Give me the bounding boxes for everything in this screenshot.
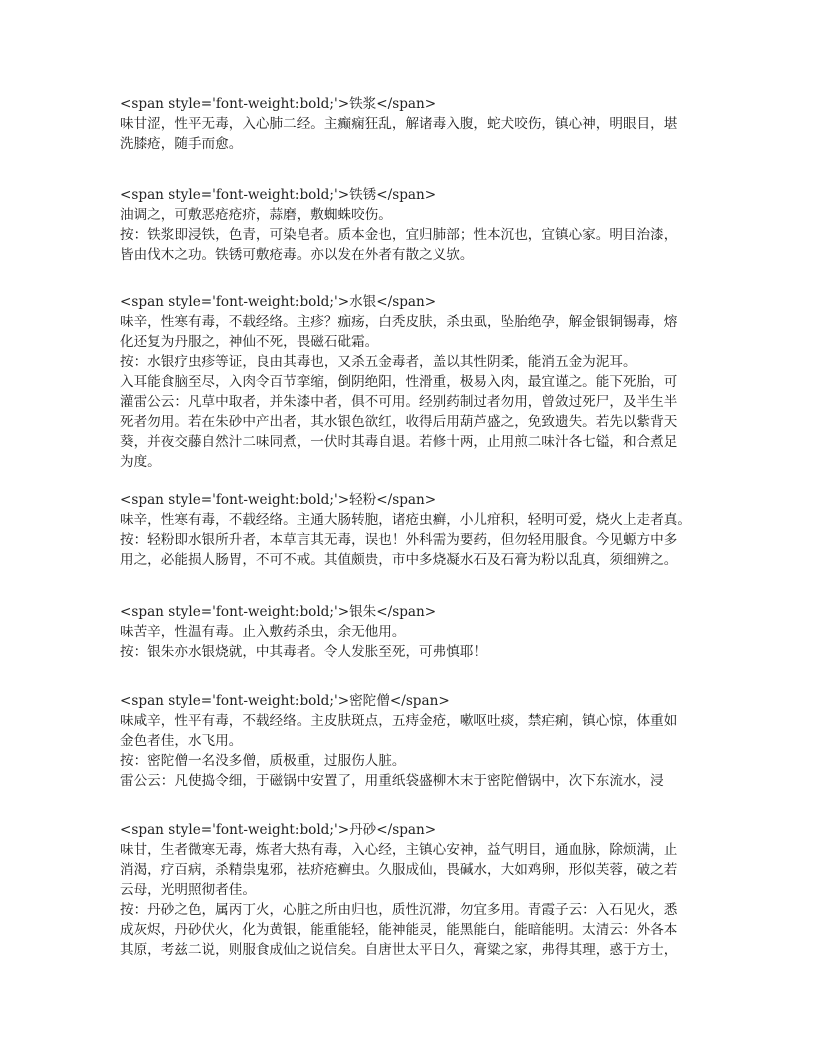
entry-text-line: 成灰烬，丹砂伏火，化为黄银，能重能轻，能神能灵，能黑能白，能暗能明。太清云：外各本 bbox=[120, 922, 678, 938]
entry-heading: <span style='font-weight:bold;'>银朱</span> bbox=[120, 604, 437, 620]
entry-text-line: 消渴，疗百病，杀精祟鬼邪，祛疥疮癣虫。久服成仙，畏碱水，大如鸡卵，形似芙蓉，破之若 bbox=[120, 862, 678, 878]
entry-text-line: 云母，光明照彻者佳。 bbox=[120, 882, 256, 898]
entry-text-line: 味咸辛，性平有毒，不载经络。主皮肤斑点，五痔金疮，嗽呕吐痰，禁疟痢，镇心惊，体重如 bbox=[120, 713, 678, 729]
entry-text-line: 按：丹砂之色，属丙丁火，心脏之所由归也，质性沉滞，勿宜多用。青霞子云：入石见火，悉 bbox=[120, 902, 678, 918]
entry-text-line: 其原，考兹二说，则服食成仙之说信矣。自唐世太平日久，膏粱之家，弗得其理，惑于方士， bbox=[120, 942, 678, 958]
entry-heading: <span style='font-weight:bold;'>铁锈</span> bbox=[120, 187, 437, 203]
entry-heading: <span style='font-weight:bold;'>水银</span> bbox=[120, 294, 437, 310]
entry-text-line: 灌雷公云：凡草中取者，并朱漆中者，俱不可用。经别药制过者勿用，曾敛过死尸，及半生半 bbox=[120, 394, 678, 410]
entry-text-line: 味辛，性寒有毒，不载经络。主疹？痂疡，白秃皮肤，杀虫虱，坠胎绝孕，解金银铜锡毒，熔 bbox=[120, 314, 678, 330]
entry-text-line: 味辛，性寒有毒，不载经络。主通大肠转胞，诸疮虫癣，小儿疳积，轻明可爱，烧火上走者真。 bbox=[120, 512, 691, 528]
entry-text-line: 按：铁浆即浸铁，色青，可染皂者。质本金也，宜归肺部；性本沉也，宜镇心家。明目治漆， bbox=[120, 227, 678, 243]
entry-heading: <span style='font-weight:bold;'>铁浆</span> bbox=[120, 96, 437, 112]
entry-text-line: 入耳能食脑至尽，入肉令百节挛缩，倒阴绝阳，性滑重，极易入肉，最宜谨之。能下死胎，可 bbox=[120, 374, 678, 390]
entry-text-line: 为度。 bbox=[120, 454, 161, 470]
entry-text-line: 洗膝疮，随手而愈。 bbox=[120, 136, 243, 152]
entry-text-line: 按：轻粉即水银所升者，本草言其无毒，误也！外科需为要药，但勿轻用服食。今见螈方中多 bbox=[120, 532, 678, 548]
entry-block bbox=[120, 820, 720, 960]
entry-block bbox=[120, 94, 720, 154]
entry-text-line: 味甘，生者微寒无毒，炼者大热有毒，入心经，主镇心安神，益气明目，通血脉，除烦满，止 bbox=[120, 842, 678, 858]
entry-text-line: 用之，必能损人肠胃，不可不戒。其值颇贵，市中多烧凝水石及石膏为粉以乱真，须细辨之。 bbox=[120, 552, 678, 568]
entry-text-line: 化还复为丹服之，神仙不死，畏磁石砒霜。 bbox=[120, 334, 379, 350]
entry-text-line: 按：水银疗虫疹等证，良由其毒也，又杀五金毒者，盖以其性阴柔，能消五金为泥耳。 bbox=[120, 354, 637, 370]
entry-block bbox=[120, 490, 720, 570]
entry-heading: <span style='font-weight:bold;'>密陀僧</span> bbox=[120, 693, 450, 709]
entry-text-line: 皆由伐木之功。铁锈可敷疮毒。亦以发在外者有散之义欤。 bbox=[120, 247, 474, 263]
entry-text-line: 按：银朱亦水银烧就，中其毒者。令人发胀至死，可弗慎耶！ bbox=[120, 644, 488, 660]
entry-text-line: 死者勿用。若在朱砂中产出者，其水银色欲红，收得后用葫芦盛之，免致遗失。若先以紫背天 bbox=[120, 414, 678, 430]
entry-text-line: 按：密陀僧一名没多僧，质极重，过服伤人脏。 bbox=[120, 753, 406, 769]
entry-heading: <span style='font-weight:bold;'>丹砂</span> bbox=[120, 822, 437, 838]
entry-block bbox=[120, 292, 720, 472]
entry-text-line: 油调之，可敷恶疮疮疥，蒜磨，敷蜘蛛咬伤。 bbox=[120, 207, 392, 223]
entry-block bbox=[120, 185, 720, 265]
entry-text-line: 金色者佳，水飞用。 bbox=[120, 733, 243, 749]
entry-block bbox=[120, 691, 720, 791]
entry-text-line: 葵，并夜交藤自然汁二味同煮，一伏时其毒自退。若修十两，止用煎二味汁各七镒，和合煮足 bbox=[120, 434, 678, 450]
entry-text-line: 雷公云：凡使捣令细，于磁锅中安置了，用重纸袋盛柳木末于密陀僧锅中，次下东流水，浸 bbox=[120, 773, 664, 789]
entry-text-line: 味甘涩，性平无毒，入心肺二经。主癫痫狂乱，解诸毒入腹，蛇犬咬伤，镇心神，明眼目，堪 bbox=[120, 116, 678, 132]
entry-block bbox=[120, 602, 720, 662]
entry-text-line: 味苦辛，性温有毒。止入敷药杀虫，余无他用。 bbox=[120, 624, 406, 640]
entry-heading: <span style='font-weight:bold;'>轻粉</span> bbox=[120, 492, 437, 508]
